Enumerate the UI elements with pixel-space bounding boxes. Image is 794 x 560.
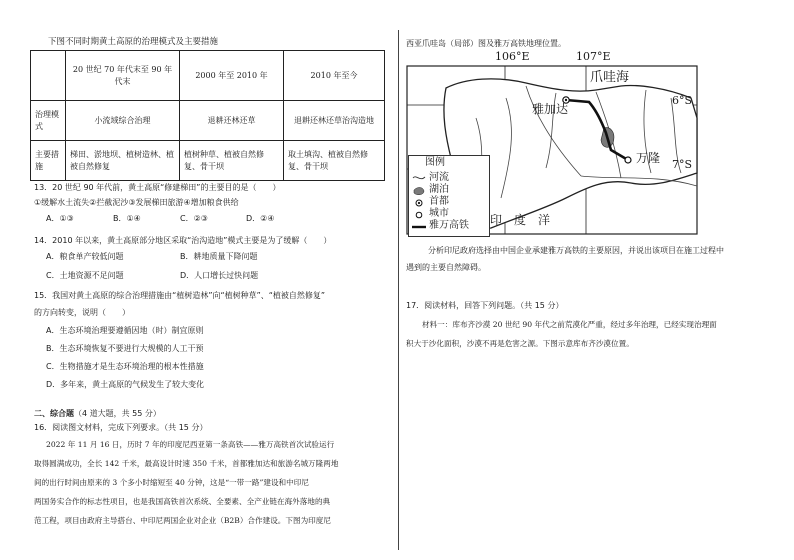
table-header-empty [31, 51, 66, 101]
q14-stem: 14．2010 年以来，黄土高原部分地区采取“治沟造地”模式主要是为了缓解（ ） [34, 236, 332, 245]
q15-option-d[interactable]: D．多年来，黄土高原的气候发生了较大变化 [46, 380, 205, 389]
city-label-bandung: 万隆 [636, 151, 661, 165]
legend-symbols [412, 172, 426, 234]
legend-item-city: 城市 [429, 208, 449, 219]
table-row-measures [31, 141, 385, 181]
table-title: 下图不同时期黄土高原的治理模式及主要措施 [48, 37, 219, 47]
q16-para-line: 取得圆满成功，全长 142 千米，最高设计时速 350 千米，首都雅加达和旅游名城万隆两地 [34, 459, 339, 468]
q15-stem-line1: 15．我国对黄土高原的综合治理措施由“植树造林”向“植树种草”、“植被自然修复” [34, 291, 326, 300]
legend-title: 图例 [425, 157, 445, 168]
lat-label-6s: 6°S [672, 94, 693, 107]
q13-option-d[interactable]: D．②④ [246, 214, 275, 223]
table-row-mode [31, 101, 385, 141]
table-header-period1: 20 世纪 70 年代末至 90 年代末 [66, 51, 180, 101]
legend-item-railway: 雅万高铁 [429, 220, 469, 231]
table-cell: 梯田、淤地坝、植树造林、植被自然修复 [66, 141, 180, 181]
q16-para-line: 两国务实合作的标志性项目，也是我国高铁首次系统、全要素、全产业链在海外落地的典 [34, 497, 331, 506]
lon-label-106: 106°E [495, 50, 530, 63]
q16-task-line1: 分析印尼政府选择由中国企业承建雅万高铁的主要原因，并说出该项目在施工过程中 [428, 246, 724, 255]
q16-para-line: 2022 年 11 月 16 日，历时 7 年的印度尼西亚第一条高铁——雅万高铁首次试验运行 [46, 440, 335, 449]
q17-title: 17．阅读材料，回答下列问题。（共 15 分） [406, 301, 564, 310]
ocean-label-indian: 印 度 洋 [490, 213, 551, 227]
q16-title: 16．阅读图文材料，完成下列要求。（共 15 分） [34, 423, 208, 432]
column-divider [398, 30, 399, 550]
table-row-label: 主要措施 [31, 141, 66, 181]
q15-option-a[interactable]: A．生态环境治理要遵循因地（时）制宜原则 [46, 326, 204, 335]
legend-item-lake: 湖泊 [429, 184, 449, 195]
table-row-label: 治理模式 [31, 101, 66, 141]
table-header-row [31, 51, 385, 101]
table-header-period3: 2010 年至今 [284, 51, 385, 101]
section-title-bold: 二、综合题 [34, 409, 74, 418]
table-cell: 退耕还林还草 [180, 101, 284, 141]
q15-stem-line2: 的方向转变，说明（ ） [34, 308, 130, 317]
city-label-jakarta: 雅加达 [532, 102, 569, 116]
legend-item-capital: 首都 [429, 196, 449, 207]
section-title [34, 408, 161, 420]
q17-para-line1: 材料一：库布齐沙漠 20 世纪 90 年代之前荒漠化严重，经过多年治理，已经实现治理面 [422, 320, 717, 329]
q16-para-line: 间的出行时间由原来的 3 个多小时缩短至 40 分钟，这是“一带一路”建设和中印尼 [34, 478, 309, 487]
table-cell: 取土填沟、植被自然修复、骨干坝 [284, 141, 385, 181]
q14-option-d[interactable]: D．人口增长过快问题 [180, 271, 259, 280]
q13-stem: 13．20 世纪 90 年代前，黄土高原“修建梯田”的主要目的是（ ） [34, 183, 281, 192]
q14-option-c[interactable]: C．土地资源不足问题 [46, 271, 124, 280]
map-caption-top: 西亚爪哇岛（局部）图及雅万高铁地理位置。 [406, 39, 566, 48]
table-cell: 小流域综合治理 [66, 101, 180, 141]
governance-table [30, 50, 385, 181]
q16-task-line2: 遇到的主要自然障碍。 [406, 263, 486, 272]
legend-item-river: 河流 [429, 172, 449, 183]
table-header-period2: 2000 年至 2010 年 [180, 51, 284, 101]
q17-para-line2: 积大于沙化面积，沙漠不再是危害之源。下图示意库布齐沙漠位置。 [406, 339, 634, 348]
q13-option-b[interactable]: B．①④ [113, 214, 141, 223]
table-cell: 植树种草、植被自然修复、骨干坝 [180, 141, 284, 181]
q15-option-b[interactable]: B．生态环境恢复不要进行大规模的人工干预 [46, 344, 204, 353]
map-legend [408, 155, 490, 237]
q14-option-a[interactable]: A．粮食单产较低问题 [46, 252, 124, 261]
q14-option-b[interactable]: B．耕地质量下降问题 [180, 252, 258, 261]
lon-label-107: 107°E [576, 50, 611, 63]
q15-option-c[interactable]: C．生物措施才是生态环境治理的根本性措施 [46, 362, 204, 371]
section-title-rest: （4 道大题，共 55 分） [74, 409, 161, 418]
q13-option-c[interactable]: C．②③ [180, 214, 208, 223]
lat-label-7s: 7°S [672, 158, 693, 171]
table-cell: 退耕还林还草治沟造地 [284, 101, 385, 141]
sea-label-java: 爪哇海 [590, 70, 630, 85]
q13-option-a[interactable]: A．①③ [46, 214, 74, 223]
q16-para-line: 范工程，项目由政府主导搭台、中印尼两国企业对企业（B2B）合作建设。下图为印度尼 [34, 516, 331, 525]
q13-items: ①缓解水土流失②拦截泥沙③发展梯田旅游④增加粮食供给 [34, 198, 239, 207]
